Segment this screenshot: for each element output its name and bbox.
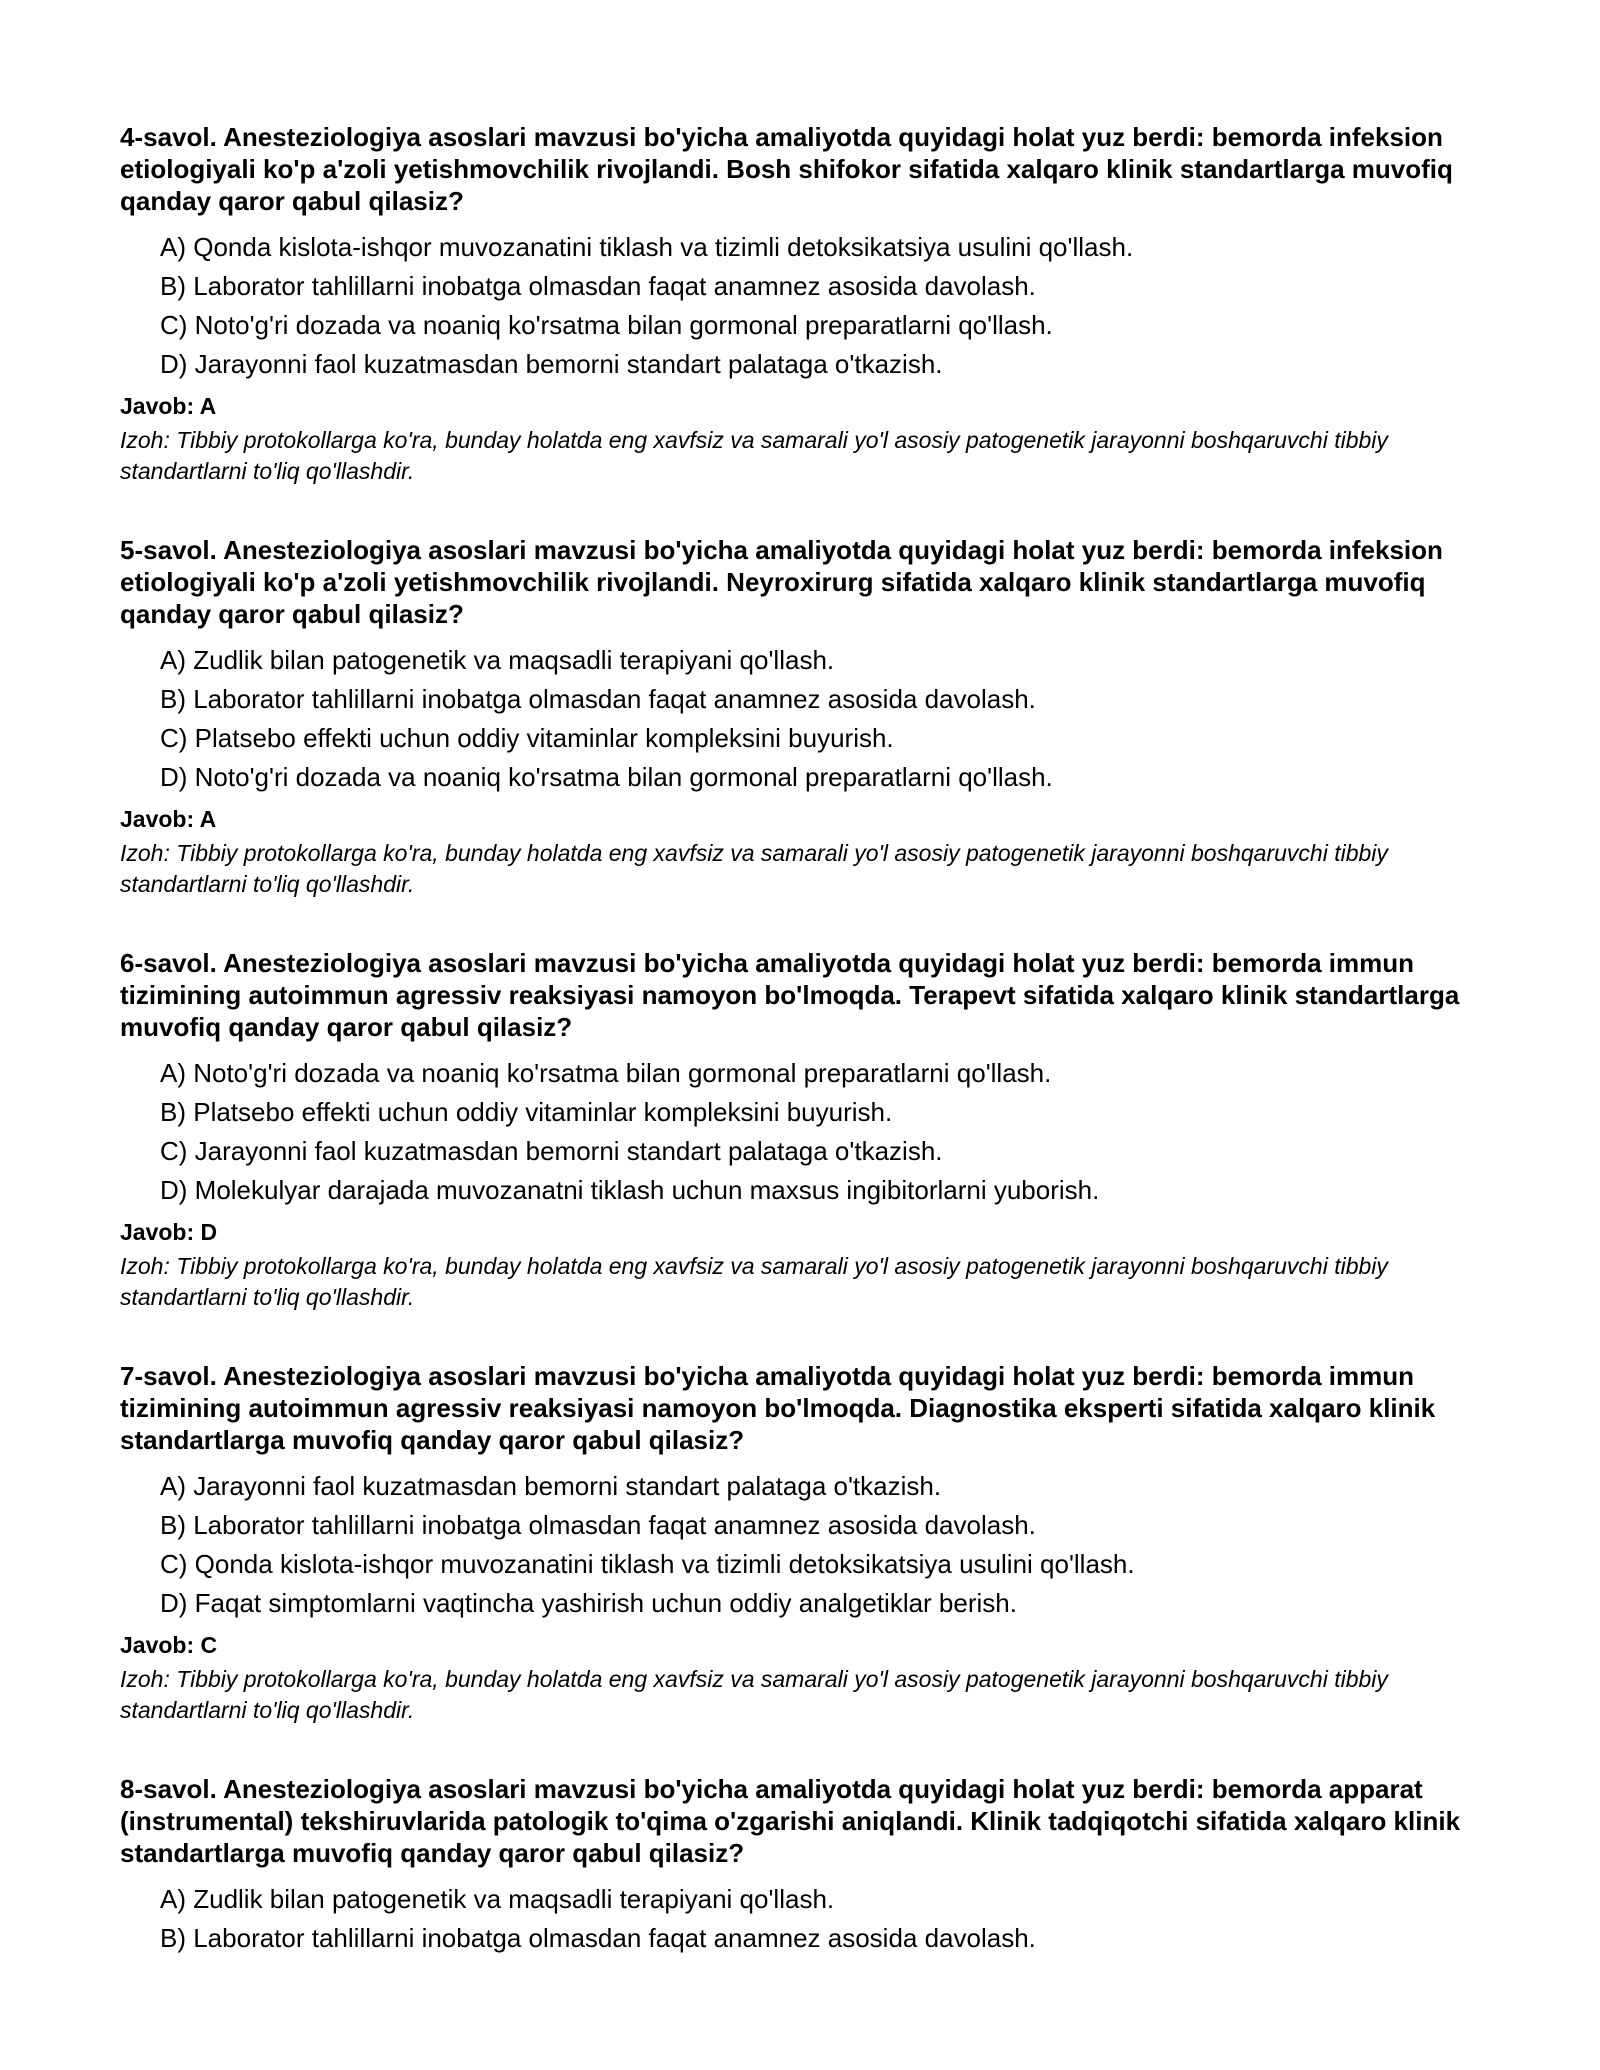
explanation-note: Izoh: Tibbiy protokollarga ko'ra, bunday holatda eng xavfsiz va samarali yo'l asosiy patogenetik jarayonni boshqaruvchi tibbiy standartlarni to'liq qo'llashdir. — [120, 1253, 1388, 1310]
options-list — [120, 641, 1480, 797]
question-text: 7-savol. Anesteziologiya asoslari mavzusi bo'yicha amaliyotda quyidagi holat yuz berdi: bemorda immun tizimining autoimmun agressiv reaksiyasi namoyon bo'lmoqda. Diagnostika eksperti sifatida xalqaro klinik standartlarga muvofiq qanday qaror qabul qilasiz? — [120, 1361, 1436, 1455]
explanation-note: Izoh: Tibbiy protokollarga ko'ra, bunday holatda eng xavfsiz va samarali yo'l asosiy patogenetik jarayonni boshqaruvchi tibbiy standartlarni to'liq qo'llashdir. — [120, 840, 1388, 897]
question-text: 6-savol. Anesteziologiya asoslari mavzusi bo'yicha amaliyotda quyidagi holat yuz berdi: bemorda immun tizimining autoimmun agressiv reaksiyasi namoyon bo'lmoqda. Terapevt sifatida xalqaro klinik standartlarga muvofiq qanday qaror qabul qilasiz? — [120, 948, 1460, 1042]
question-block — [120, 121, 1480, 487]
option-c: C) Platsebo effekti uchun oddiy vitaminlar kompleksini buyurish. — [160, 723, 894, 753]
explanation-note: Izoh: Tibbiy protokollarga ko'ra, bunday holatda eng xavfsiz va samarali yo'l asosiy patogenetik jarayonni boshqaruvchi tibbiy standartlarni to'liq qo'llashdir. — [120, 1666, 1388, 1723]
question-block — [120, 1773, 1480, 1958]
option-d: D) Noto'g'ri dozada va noaniq ko'rsatma bilan gormonal preparatlarni qo'llash. — [160, 762, 1053, 792]
option-b: B) Laborator tahlillarni inobatga olmasdan faqat anamnez asosida davolash. — [160, 1923, 1036, 1953]
question-block — [120, 947, 1480, 1313]
option-a: A) Qonda kislota-ishqor muvozanatini tiklash va tizimli detoksikatsiya usulini qo'llash. — [160, 232, 1134, 262]
option-a: A) Jarayonni faol kuzatmasdan bemorni standart palataga o'tkazish. — [160, 1471, 942, 1501]
option-b: B) Laborator tahlillarni inobatga olmasdan faqat anamnez asosida davolash. — [160, 1510, 1036, 1540]
question-block — [120, 1360, 1480, 1726]
answer-label: Javob: A — [120, 393, 217, 419]
document-page — [120, 121, 1480, 2005]
explanation-note: Izoh: Tibbiy protokollarga ko'ra, bunday holatda eng xavfsiz va samarali yo'l asosiy patogenetik jarayonni boshqaruvchi tibbiy standartlarni to'liq qo'llashdir. — [120, 427, 1388, 484]
option-a: A) Zudlik bilan patogenetik va maqsadli terapiyani qo'llash. — [160, 1884, 835, 1914]
options-list — [120, 1880, 1480, 1958]
options-list — [120, 1467, 1480, 1623]
option-b: B) Platsebo effekti uchun oddiy vitaminlar kompleksini buyurish. — [160, 1097, 893, 1127]
option-a: A) Noto'g'ri dozada va noaniq ko'rsatma bilan gormonal preparatlarni qo'llash. — [160, 1058, 1052, 1088]
option-a: A) Zudlik bilan patogenetik va maqsadli terapiyani qo'llash. — [160, 645, 835, 675]
option-d: D) Molekulyar darajada muvozanatni tiklash uchun maxsus ingibitorlarni yuborish. — [160, 1175, 1100, 1205]
options-list — [120, 228, 1480, 384]
option-b: B) Laborator tahlillarni inobatga olmasdan faqat anamnez asosida davolash. — [160, 271, 1036, 301]
option-c: C) Jarayonni faol kuzatmasdan bemorni standart palataga o'tkazish. — [160, 1136, 943, 1166]
answer-label: Javob: D — [120, 1219, 218, 1245]
option-c: C) Qonda kislota-ishqor muvozanatini tiklash va tizimli detoksikatsiya usulini qo'llash. — [160, 1549, 1135, 1579]
question-text: 8-savol. Anesteziologiya asoslari mavzusi bo'yicha amaliyotda quyidagi holat yuz berdi: bemorda apparat (instrumental) tekshiruvlarida patologik to'qima o'zgarishi aniqlandi. Klinik tadqiqotchi sifatida xalqaro klinik standartlarga muvofiq qanday qaror qabul qilasiz? — [120, 1774, 1461, 1868]
option-c: C) Noto'g'ri dozada va noaniq ko'rsatma bilan gormonal preparatlarni qo'llash. — [160, 310, 1053, 340]
options-list — [120, 1054, 1480, 1210]
question-text: 4-savol. Anesteziologiya asoslari mavzusi bo'yicha amaliyotda quyidagi holat yuz berdi: bemorda infeksion etiologiyali ko'p a'zoli yetishmovchilik rivojlandi. Bosh shifokor sifatida xalqaro klinik standartlarga muvofiq qanday qaror qabul qilasiz? — [120, 122, 1453, 216]
option-d: D) Faqat simptomlarni vaqtincha yashirish uchun oddiy analgetiklar berish. — [160, 1588, 1017, 1618]
option-b: B) Laborator tahlillarni inobatga olmasdan faqat anamnez asosida davolash. — [160, 684, 1036, 714]
answer-label: Javob: C — [120, 1632, 218, 1658]
question-block — [120, 534, 1480, 900]
question-text: 5-savol. Anesteziologiya asoslari mavzusi bo'yicha amaliyotda quyidagi holat yuz berdi: bemorda infeksion etiologiyali ko'p a'zoli yetishmovchilik rivojlandi. Neyroxirurg sifatida xalqaro klinik standartlarga muvofiq qanday qaror qabul qilasiz? — [120, 535, 1443, 629]
option-d: D) Jarayonni faol kuzatmasdan bemorni standart palataga o'tkazish. — [160, 349, 943, 379]
answer-label: Javob: A — [120, 806, 217, 832]
